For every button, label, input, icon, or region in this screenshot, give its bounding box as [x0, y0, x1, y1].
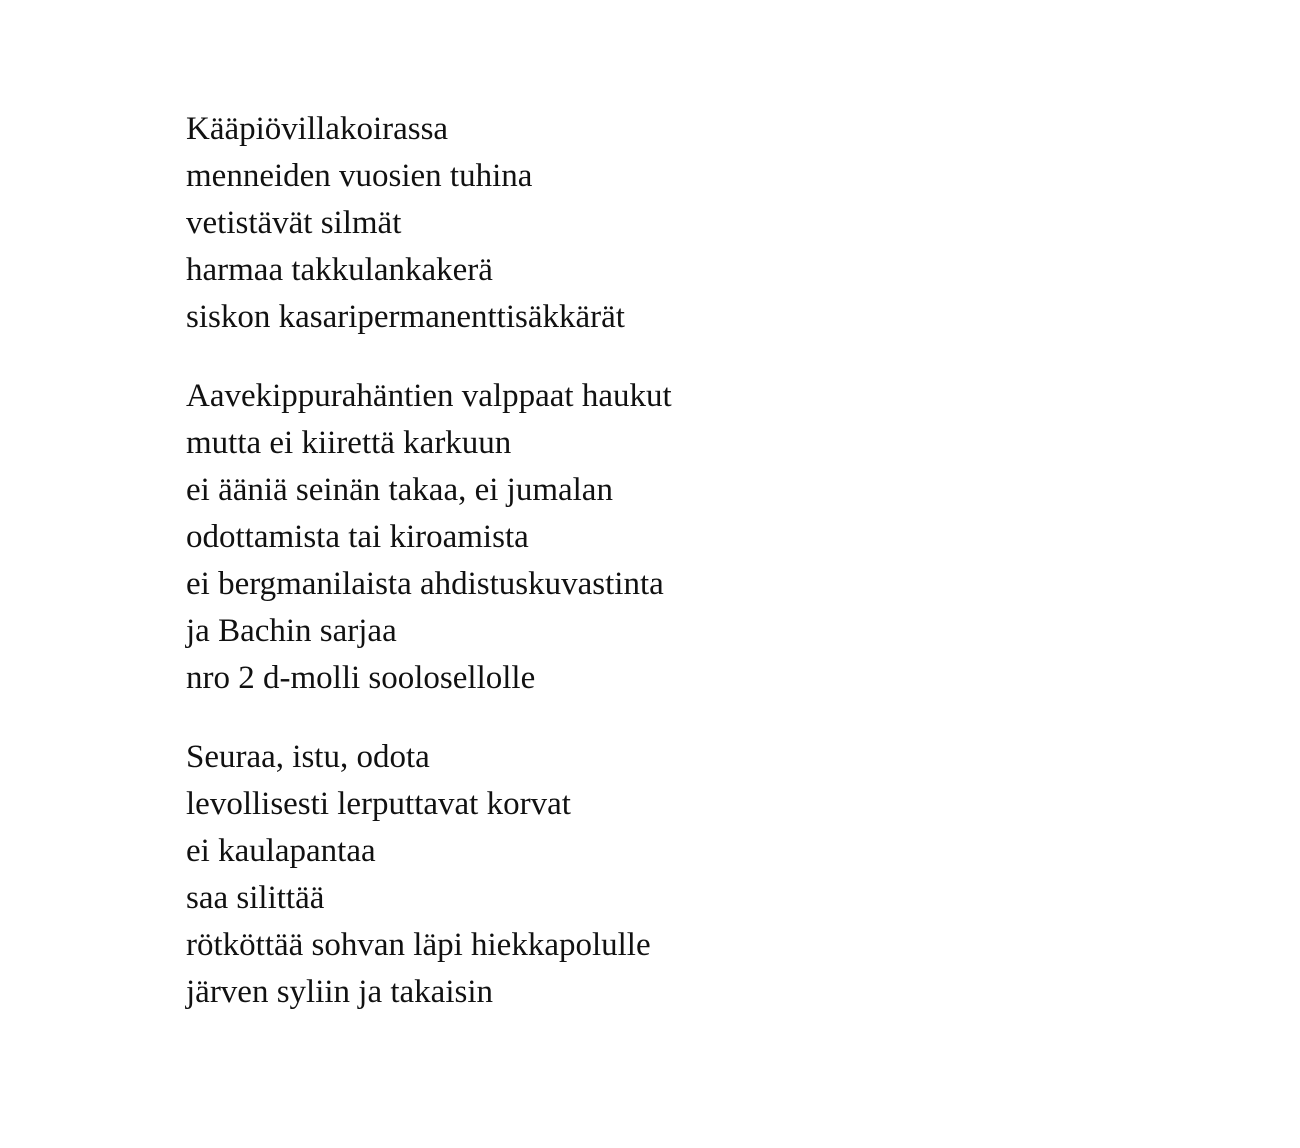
poem-line: järven syliin ja takaisin [186, 974, 494, 1010]
poem-line: nro 2 d-molli soolosellolle [186, 660, 536, 696]
stanza-2 [186, 373, 672, 702]
poem-line: Seuraa, istu, odota [186, 739, 430, 775]
poem-line: siskon kasaripermanenttisäkkärät [186, 299, 625, 335]
poem-line: odottamista tai kiroamista [186, 519, 529, 555]
poem-line: harmaa takkulankakerä [186, 252, 493, 288]
poem-line: ja Bachin sarjaa [186, 613, 397, 649]
poem-line: vetistävät silmät [186, 205, 402, 241]
poem-line: Kääpiövillakoirassa [186, 111, 449, 147]
poem-line: levollisesti lerputtavat korvat [186, 786, 571, 822]
poem-line: mutta ei kiirettä karkuun [186, 425, 512, 461]
stanza-3 [186, 734, 672, 1016]
stanza-1 [186, 106, 672, 341]
poem-line: Aavekippurahäntien valppaat haukut [186, 378, 672, 414]
poem-line: menneiden vuosien tuhina [186, 158, 533, 194]
poem-line: ei bergmanilaista ahdistuskuvastinta [186, 566, 664, 602]
poem-line: saa silittää [186, 880, 325, 916]
poem-line: ei ääniä seinän takaa, ei jumalan [186, 472, 613, 508]
poem-line: rötköttää sohvan läpi hiekkapolulle [186, 927, 651, 963]
poem-line: ei kaulapantaa [186, 833, 376, 869]
poem [186, 106, 672, 1016]
